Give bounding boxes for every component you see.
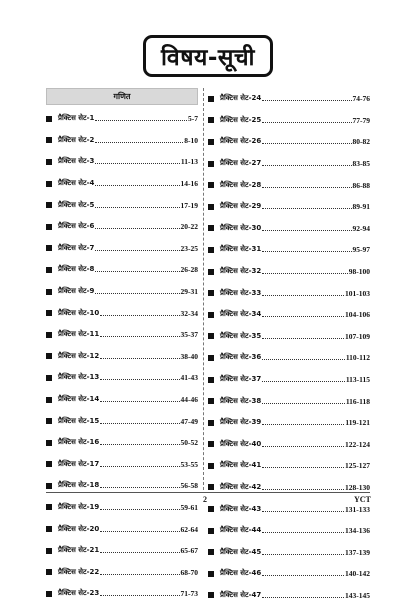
- square-bullet-icon: [46, 310, 52, 316]
- section-heading: गणित: [46, 88, 198, 105]
- dot-leader: [100, 440, 179, 445]
- toc-entry[interactable]: [208, 390, 370, 412]
- toc-entry-pages: 119-121: [345, 418, 370, 428]
- dot-leader: [100, 483, 179, 488]
- toc-entry-pages: 125-127: [345, 461, 370, 471]
- square-bullet-icon: [208, 247, 214, 253]
- page-title: विषय-सूची: [160, 45, 256, 71]
- toc-entry-label: प्रैक्टिस सेट-31: [220, 245, 262, 254]
- toc-entry-label: प्रैक्टिस सेट-37: [220, 375, 262, 384]
- toc-entry-label: प्रैक्टिस सेट-22: [58, 567, 100, 576]
- square-bullet-icon: [208, 506, 214, 512]
- square-bullet-icon: [208, 139, 214, 145]
- dot-leader: [262, 269, 348, 274]
- dot-leader: [262, 139, 351, 144]
- toc-entry-pages: 86-88: [352, 180, 370, 190]
- toc-entry-pages: 71-73: [180, 589, 198, 599]
- square-bullet-icon: [208, 161, 214, 167]
- toc-entry[interactable]: [46, 583, 198, 605]
- square-bullet-icon: [208, 377, 214, 383]
- toc-entry-pages: 110-112: [345, 353, 370, 363]
- toc-entry-label: प्रैक्टिस सेट-7: [58, 243, 95, 252]
- toc-entry-label: प्रैक्टिस सेट-26: [220, 137, 262, 146]
- dot-leader: [262, 550, 344, 555]
- square-bullet-icon: [208, 96, 214, 102]
- toc-entry-pages: 62-64: [180, 524, 198, 534]
- dot-leader: [262, 399, 345, 404]
- publisher-mark: YCT: [354, 495, 371, 504]
- square-bullet-icon: [208, 225, 214, 231]
- square-bullet-icon: [208, 398, 214, 404]
- toc-entry-pages: 35-37: [180, 330, 198, 340]
- toc-entry-label: प्रैक्टिस सेट-36: [220, 353, 262, 362]
- toc-entry[interactable]: [208, 434, 370, 456]
- toc-entry-pages: 122-124: [345, 439, 370, 449]
- dot-leader: [100, 375, 179, 380]
- dot-leader: [262, 247, 351, 252]
- toc-entry-pages: 5-7: [188, 114, 198, 124]
- square-bullet-icon: [208, 549, 214, 555]
- toc-entry[interactable]: [46, 259, 198, 281]
- dot-leader: [262, 507, 344, 512]
- toc-entry[interactable]: [208, 369, 370, 391]
- toc-entry[interactable]: [208, 88, 370, 110]
- toc-entry[interactable]: [208, 110, 370, 132]
- toc-entry-pages: 113-115: [345, 375, 370, 385]
- toc-entry-label: प्रैक्टिस सेट-9: [58, 287, 95, 296]
- toc-entry-label: प्रैक्टिस सेट-6: [58, 222, 95, 231]
- toc-entry-pages: 38-40: [180, 351, 198, 361]
- toc-entry-label: प्रैक्टिस सेट-38: [220, 396, 262, 405]
- toc-entry-pages: 59-61: [180, 502, 198, 512]
- dot-leader: [262, 118, 351, 123]
- square-bullet-icon: [46, 483, 52, 489]
- toc-entry-label: प्रैक्टिस सेट-13: [58, 373, 100, 382]
- toc-entry[interactable]: [46, 497, 198, 519]
- toc-entry[interactable]: [46, 130, 198, 152]
- toc-entry-label: प्रैक्टिस सेट-5: [58, 200, 95, 209]
- toc-entry-pages: 44-46: [180, 395, 198, 405]
- toc-entry-label: प्रैक्टिस सेट-40: [220, 439, 262, 448]
- toc-entry-pages: 101-103: [345, 288, 370, 298]
- square-bullet-icon: [46, 504, 52, 510]
- toc-entry-label: प्रैक्टिस सेट-15: [58, 416, 100, 425]
- dot-leader: [100, 505, 179, 510]
- toc-entry-pages: 41-43: [180, 373, 198, 383]
- toc-entry[interactable]: [46, 194, 198, 216]
- square-bullet-icon: [208, 182, 214, 188]
- toc-entry-label: प्रैक्टिस सेट-12: [58, 351, 100, 360]
- toc-entry[interactable]: [208, 239, 370, 261]
- dot-leader: [95, 289, 179, 294]
- toc-entry[interactable]: [46, 151, 198, 173]
- toc-entry-pages: 107-109: [345, 331, 370, 341]
- square-bullet-icon: [46, 159, 52, 165]
- toc-entry[interactable]: [46, 432, 198, 454]
- toc-entry-label: प्रैक्टिस सेट-39: [220, 418, 262, 427]
- square-bullet-icon: [46, 116, 52, 122]
- toc-entry-label: प्रैक्टिस सेट-34: [220, 310, 262, 319]
- dot-leader: [262, 442, 344, 447]
- toc-entry-pages: 95-97: [352, 245, 370, 255]
- dot-leader: [95, 267, 179, 272]
- toc-entry-label: प्रैक्टिस सेट-24: [220, 94, 262, 103]
- toc-entry-label: प्रैक्टिस सेट-4: [58, 179, 95, 188]
- square-bullet-icon: [208, 484, 214, 490]
- dot-leader: [262, 485, 344, 490]
- toc-entry-pages: 140-142: [345, 569, 370, 579]
- dot-leader: [95, 203, 179, 208]
- toc-entry-label: प्रैक्टिस सेट-19: [58, 502, 100, 511]
- dot-leader: [262, 96, 351, 101]
- toc-entry-pages: 53-55: [180, 459, 198, 469]
- toc-entry-pages: 8-10: [184, 135, 198, 145]
- toc-entry-label: प्रैक्टिस सेट-10: [58, 308, 100, 317]
- toc-entry[interactable]: [46, 367, 198, 389]
- dot-leader: [100, 462, 179, 467]
- toc-entry-label: प्रैक्टिस सेट-33: [220, 288, 262, 297]
- toc-entry[interactable]: [208, 412, 370, 434]
- square-bullet-icon: [208, 333, 214, 339]
- left-column: [46, 88, 198, 605]
- dot-leader: [100, 591, 179, 596]
- dot-leader: [100, 354, 179, 359]
- square-bullet-icon: [46, 202, 52, 208]
- dot-leader: [262, 204, 351, 209]
- square-bullet-icon: [208, 117, 214, 123]
- toc-entry[interactable]: [46, 475, 198, 497]
- toc-entry[interactable]: [46, 389, 198, 411]
- toc-entry-label: प्रैक्टिस सेट-32: [220, 267, 262, 276]
- toc-entry[interactable]: [46, 281, 198, 303]
- dot-leader: [95, 116, 187, 121]
- square-bullet-icon: [46, 375, 52, 381]
- toc-entry[interactable]: [208, 174, 370, 196]
- toc-entry[interactable]: [46, 324, 198, 346]
- toc-entry-pages: 14-16: [180, 179, 198, 189]
- square-bullet-icon: [46, 289, 52, 295]
- toc-entry[interactable]: [46, 540, 198, 562]
- toc-entry-label: प्रैक्टिस सेट-2: [58, 135, 95, 144]
- square-bullet-icon: [46, 418, 52, 424]
- toc-entry-label: प्रैक्टिस सेट-47: [220, 590, 262, 599]
- toc-entry[interactable]: [208, 520, 370, 542]
- toc-entry-label: प्रैक्टिस सेट-45: [220, 547, 262, 556]
- dot-leader: [262, 593, 344, 598]
- dot-leader: [262, 355, 345, 360]
- toc-entry[interactable]: [208, 196, 370, 218]
- toc-entry[interactable]: [208, 304, 370, 326]
- dot-leader: [262, 463, 344, 468]
- toc-entry-label: प्रैक्टिस सेट-8: [58, 265, 95, 274]
- square-bullet-icon: [46, 224, 52, 230]
- square-bullet-icon: [46, 245, 52, 251]
- toc-entry[interactable]: [46, 238, 198, 260]
- dot-leader: [262, 183, 351, 188]
- square-bullet-icon: [208, 269, 214, 275]
- toc-entry[interactable]: [46, 216, 198, 238]
- toc-entry-pages: 128-130: [345, 482, 370, 492]
- toc-entry[interactable]: [208, 261, 370, 283]
- square-bullet-icon: [46, 548, 52, 554]
- dot-leader: [100, 311, 179, 316]
- toc-entry-pages: 68-70: [180, 567, 198, 577]
- right-toc-list: [208, 88, 370, 606]
- toc-entry-label: प्रैक्टिस सेट-18: [58, 481, 100, 490]
- square-bullet-icon: [46, 181, 52, 187]
- toc-entry-pages: 137-139: [345, 547, 370, 557]
- square-bullet-icon: [46, 353, 52, 359]
- toc-entry-pages: 74-76: [352, 94, 370, 104]
- toc-entry[interactable]: [208, 347, 370, 369]
- toc-entry-label: प्रैक्टिस सेट-28: [220, 180, 262, 189]
- toc-entry-label: प्रैक्टिस सेट-30: [220, 223, 262, 232]
- square-bullet-icon: [208, 592, 214, 598]
- toc-entry[interactable]: [208, 153, 370, 175]
- dot-leader: [95, 224, 179, 229]
- toc-entry-pages: 98-100: [348, 267, 370, 277]
- toc-entry-pages: 83-85: [352, 159, 370, 169]
- toc-entry-pages: 89-91: [352, 202, 370, 212]
- toc-entry-pages: 131-133: [345, 504, 370, 514]
- toc-entry[interactable]: [46, 518, 198, 540]
- toc-entry[interactable]: [46, 410, 198, 432]
- title-box: [143, 35, 273, 77]
- toc-entry-pages: 17-19: [180, 200, 198, 210]
- toc-entry-label: प्रैक्टिस सेट-23: [58, 589, 100, 598]
- square-bullet-icon: [46, 569, 52, 575]
- dot-leader: [262, 571, 344, 576]
- toc-entry[interactable]: [208, 585, 370, 606]
- toc-entry-label: प्रैक्टिस सेट-3: [58, 157, 95, 166]
- square-bullet-icon: [208, 420, 214, 426]
- square-bullet-icon: [208, 290, 214, 296]
- square-bullet-icon: [208, 441, 214, 447]
- toc-entry-pages: 77-79: [352, 115, 370, 125]
- footer-rule: [46, 492, 370, 493]
- dot-leader: [262, 528, 344, 533]
- dot-leader: [262, 334, 344, 339]
- dot-leader: [262, 420, 344, 425]
- toc-entry-pages: 80-82: [352, 137, 370, 147]
- square-bullet-icon: [46, 137, 52, 143]
- toc-entry-pages: 116-118: [345, 396, 370, 406]
- toc-entry-label: प्रैक्टिस सेट-41: [220, 461, 262, 470]
- toc-entry[interactable]: [46, 173, 198, 195]
- dot-leader: [100, 332, 179, 337]
- toc-entry[interactable]: [208, 477, 370, 499]
- toc-entry[interactable]: [208, 131, 370, 153]
- toc-entry-pages: 20-22: [180, 222, 198, 232]
- dot-leader: [95, 138, 183, 143]
- square-bullet-icon: [208, 312, 214, 318]
- right-column: [208, 88, 370, 606]
- dot-leader: [262, 312, 344, 317]
- dot-leader: [100, 419, 179, 424]
- toc-entry-label: प्रैक्टिस सेट-46: [220, 569, 262, 578]
- toc-entry-label: प्रैक्टिस सेट-42: [220, 482, 262, 491]
- toc-entry-label: प्रैक्टिस सेट-35: [220, 331, 262, 340]
- square-bullet-icon: [208, 463, 214, 469]
- toc-entry-label: प्रैक्टिस सेट-14: [58, 395, 100, 404]
- square-bullet-icon: [46, 267, 52, 273]
- toc-entry[interactable]: [46, 302, 198, 324]
- toc-entry-pages: 29-31: [180, 287, 198, 297]
- dot-leader: [95, 159, 180, 164]
- square-bullet-icon: [46, 526, 52, 532]
- dot-leader: [262, 377, 345, 382]
- square-bullet-icon: [46, 591, 52, 597]
- toc-entry[interactable]: [46, 454, 198, 476]
- dot-leader: [262, 226, 351, 231]
- toc-entry-label: प्रैक्टिस सेट-43: [220, 504, 262, 513]
- toc-entry-pages: 32-34: [180, 308, 198, 318]
- toc-entry-label: प्रैक्टिस सेट-17: [58, 459, 100, 468]
- toc-entry[interactable]: [46, 346, 198, 368]
- square-bullet-icon: [208, 528, 214, 534]
- dot-leader: [95, 181, 179, 186]
- toc-entry-label: प्रैक्टिस सेट-25: [220, 115, 262, 124]
- toc-entry-label: प्रैक्टिस सेट-11: [58, 330, 100, 339]
- toc-entry-label: प्रैक्टिस सेट-29: [220, 202, 262, 211]
- toc-entry-label: प्रैक्टिस सेट-16: [58, 438, 100, 447]
- square-bullet-icon: [208, 571, 214, 577]
- square-bullet-icon: [208, 204, 214, 210]
- dot-leader: [100, 397, 179, 402]
- toc-entry-pages: 26-28: [180, 265, 198, 275]
- dot-leader: [100, 548, 179, 553]
- toc-entry-pages: 11-13: [180, 157, 198, 167]
- toc-entry[interactable]: [46, 108, 198, 130]
- toc-entry[interactable]: [46, 561, 198, 583]
- toc-entry-pages: 56-58: [180, 481, 198, 491]
- square-bullet-icon: [46, 440, 52, 446]
- toc-entry-pages: 65-67: [180, 546, 198, 556]
- square-bullet-icon: [46, 332, 52, 338]
- dot-leader: [100, 527, 179, 532]
- toc-entry-pages: 92-94: [352, 223, 370, 233]
- toc-entry-pages: 104-106: [345, 310, 370, 320]
- toc-entry-label: प्रैक्टिस सेट-20: [58, 524, 100, 533]
- toc-entry-pages: 47-49: [180, 416, 198, 426]
- toc-entry[interactable]: [208, 326, 370, 348]
- toc-entry-pages: 23-25: [180, 243, 198, 253]
- toc-entry-pages: 134-136: [345, 526, 370, 536]
- toc-entry-label: प्रैक्टिस सेट-1: [58, 114, 95, 123]
- square-bullet-icon: [46, 461, 52, 467]
- toc-entry[interactable]: [208, 282, 370, 304]
- page-number: 2: [203, 495, 207, 504]
- toc-entry-label: प्रैक्टिस सेट-44: [220, 526, 262, 535]
- column-divider: [203, 88, 204, 490]
- toc-entry[interactable]: [208, 498, 370, 520]
- toc-entry[interactable]: [208, 455, 370, 477]
- dot-leader: [262, 161, 351, 166]
- left-toc-list: [46, 108, 198, 605]
- square-bullet-icon: [208, 355, 214, 361]
- square-bullet-icon: [46, 397, 52, 403]
- toc-entry-label: प्रैक्टिस सेट-21: [58, 546, 100, 555]
- dot-leader: [262, 291, 344, 296]
- dot-leader: [100, 570, 179, 575]
- toc-entry[interactable]: [208, 541, 370, 563]
- toc-entry-pages: 143-145: [345, 590, 370, 600]
- toc-entry[interactable]: [208, 218, 370, 240]
- toc-entry[interactable]: [208, 563, 370, 585]
- dot-leader: [95, 246, 179, 251]
- toc-entry-label: प्रैक्टिस सेट-27: [220, 159, 262, 168]
- toc-entry-pages: 50-52: [180, 438, 198, 448]
